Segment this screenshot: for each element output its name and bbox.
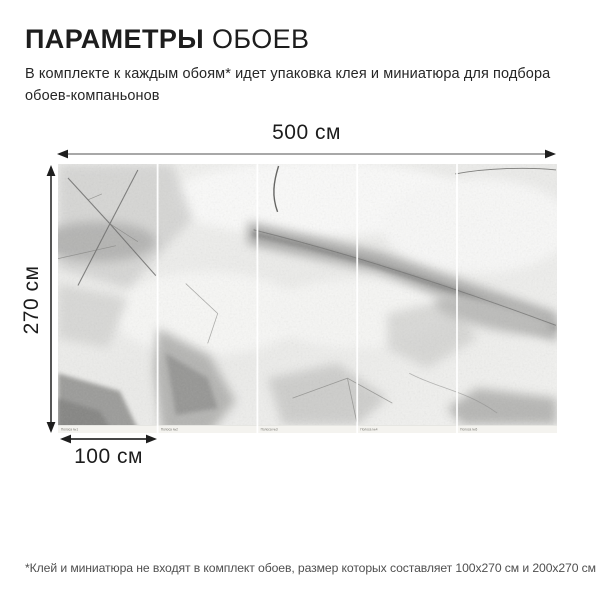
arrow-up-head-icon: [47, 165, 56, 176]
strip-label-3: Полоса №3: [260, 427, 278, 432]
strip-label-4: Полоса №4: [360, 427, 378, 432]
page-title-secondary: ОБОЕВ: [211, 24, 310, 54]
arrow-down-head-icon: [47, 422, 56, 433]
arrow-right-head-icon: [146, 435, 157, 444]
rock-texture-image: [58, 164, 557, 433]
header: [25, 24, 560, 108]
strip-label-1: Полоса №1: [60, 427, 79, 432]
arrow-left-head-icon: [60, 435, 71, 444]
page-title: [25, 24, 560, 55]
height-dimension-arrow: [44, 165, 58, 433]
arrow-left-head-icon: [57, 150, 68, 159]
strip-label-5: Полоса №5: [460, 427, 478, 432]
total-width-label: 500 см: [272, 121, 341, 144]
page-subtitle: В комплекте к каждым обоям* идет упаковка клея и миниатюра для подбора обоев-компаньонов: [25, 66, 551, 104]
arrow-right-head-icon: [545, 150, 556, 159]
wallpaper-mural-preview: [58, 164, 557, 433]
strip-width-label: 100 см: [74, 445, 143, 468]
footnote-disclaimer: *Клей и миниатюра не входят в комплект обоев, размер которых составляет 100х270 см и 200х270 см: [25, 561, 596, 575]
strip-width-dimension-arrow: [60, 432, 157, 446]
total-height-label: 270 см: [20, 265, 43, 335]
width-dimension-arrow: [57, 147, 556, 161]
page-title-primary: ПАРАМЕТРЫ: [25, 24, 205, 54]
strip-label-2: Полоса №2: [160, 427, 178, 432]
